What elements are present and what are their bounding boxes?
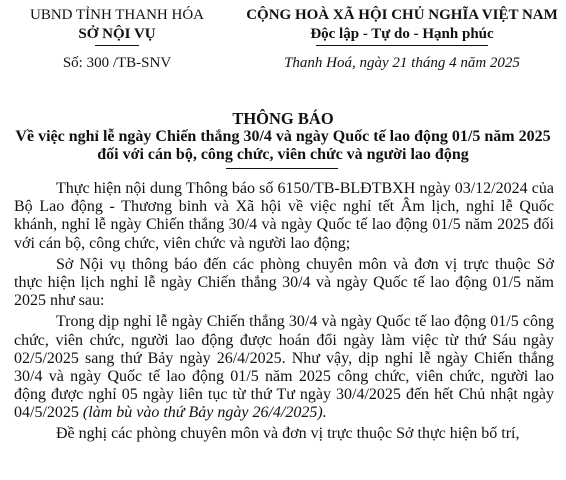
- paragraph-request: Đề nghị các phòng chuyên môn và đơn vị trực thuộc Sở thực hiện bố trí,: [56, 424, 520, 442]
- organization-name-wrap: [12, 25, 222, 46]
- parent-organization: UBND TỈNH THANH HÓA: [29, 7, 205, 23]
- document-title-block: [0, 110, 566, 164]
- holiday-schedule-text: Trong dịp nghỉ lễ ngày Chiến thắng 30/4 và ngày Quốc tế lao động 01/5 công chức, viên chức, người lao động được hoán đổi ngày làm việc từ thứ Sáu ngày 02/5/2025 sang thứ Bảy ngày 26/4/2025. Như vậy, dịp nghỉ lễ ngày Chiến thắng 30/4 và ngày Quốc tế lao động 01/5 năm 2025 công chức, viên chức, người lao động được nghỉ 05 ngày liên tục từ thứ Tư ngày 30/4/2025 đến hết Chủ nhật ngày 04/5/2025: [14, 313, 554, 422]
- title-line-2: đối với cán bộ, công chức, viên chức và người lao động: [97, 146, 469, 163]
- issuing-authority-block: [12, 6, 222, 73]
- motto-underline: [316, 45, 488, 46]
- makeup-day-note: (làm bù vào thứ Bảy ngày 26/4/2025).: [82, 404, 327, 422]
- document-body: [14, 180, 554, 446]
- title-underline: [226, 168, 338, 169]
- title-line-1: Về việc nghỉ lễ ngày Chiến thắng 30/4 và ngày Quốc tế lao động 01/5 năm 2025: [15, 128, 551, 145]
- place-and-date: Thanh Hoá, ngày 21 tháng 4 năm 2025: [284, 55, 520, 71]
- document-type: THÔNG BÁO: [232, 109, 334, 128]
- document-number: Số: 300 /TB-SNV: [62, 55, 172, 71]
- motto-wrap: [244, 25, 560, 46]
- paragraph-holiday-schedule: [14, 313, 554, 422]
- organization-underline: [95, 45, 139, 46]
- national-name: CỘNG HOÀ XÃ HỘI CHỦ NGHĨA VIỆT NAM: [246, 7, 558, 23]
- national-header-block: [244, 6, 560, 73]
- paragraph-announcement: Sở Nội vụ thông báo đến các phòng chuyên môn và đơn vị trực thuộc Sở thực hiện lịch nghỉ lễ ngày Chiến thắng 30/4 và ngày Quốc tế lao động 01/5 năm 2025 như sau:: [14, 255, 554, 310]
- paragraph-legal-basis: Thực hiện nội dung Thông báo số 6150/TB-BLĐTBXH ngày 03/12/2024 của Bộ Lao động - Thương binh và Xã hội về việc nghỉ tết Âm lịch, nghỉ lễ Quốc khánh, nghỉ lễ ngày Chiến thắng 30/4 và ngày Quốc tế lao động 01/5 năm 2025 đối với cán bộ, công chức, viên chức và người lao động;: [14, 180, 554, 252]
- organization-name: SỞ NỘI VỤ: [78, 26, 156, 42]
- national-motto: Độc lập - Tự do - Hạnh phúc: [310, 26, 494, 42]
